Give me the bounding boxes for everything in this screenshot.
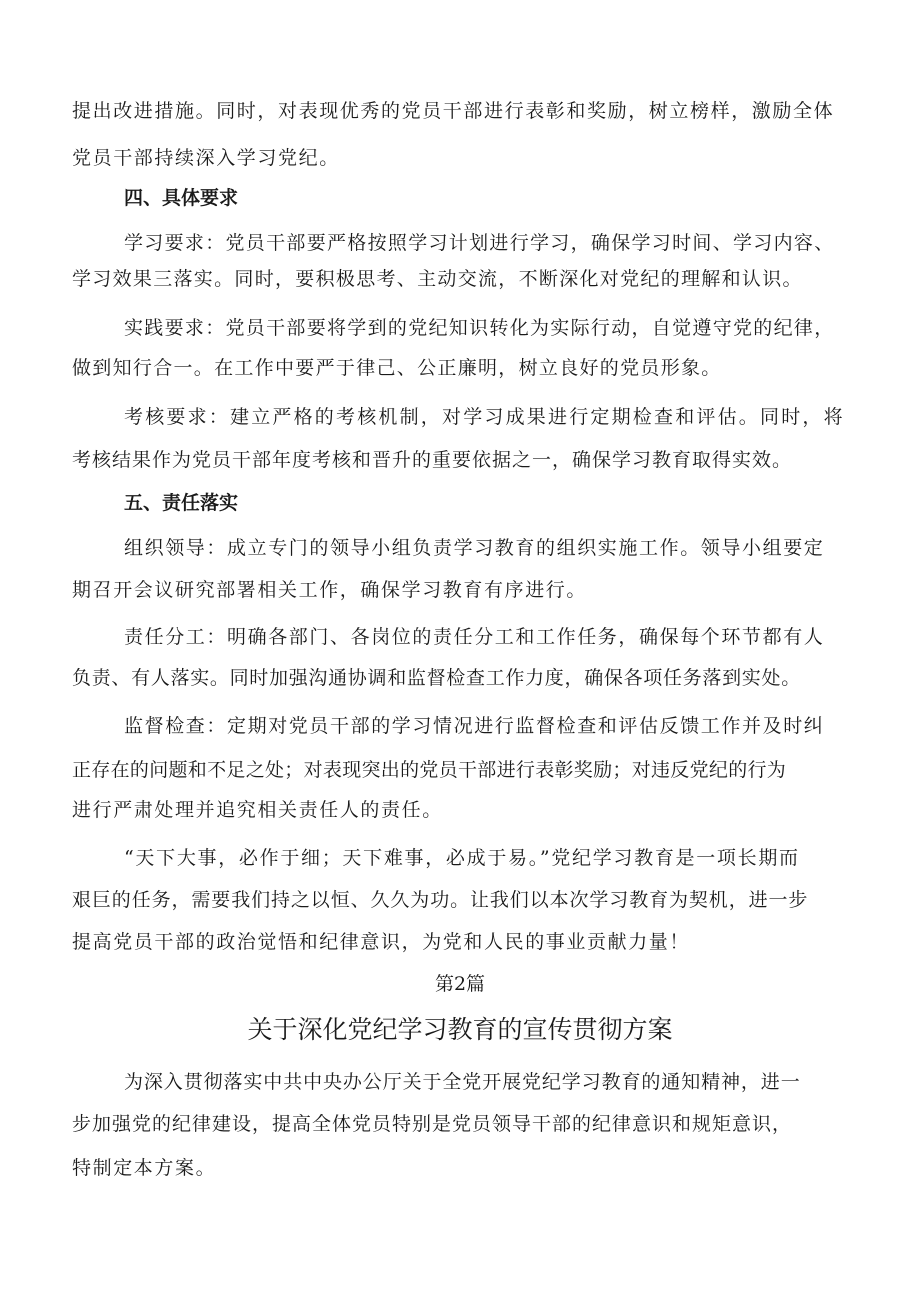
part-label: 第2篇 xyxy=(434,973,486,995)
paragraph-line: 学习效果三落实。同时，要积极思考、主动交流，不断深化对党纪的理解和认识。 xyxy=(72,268,803,290)
paragraph-line: 做到知行合一。在工作中要严于律己、公正廉明，树立良好的党员形象。 xyxy=(72,357,722,379)
paragraph-line: 正存在的问题和不足之处；对表现突出的党员干部进行表彰奖励；对违反党纪的行为 xyxy=(72,759,787,781)
paragraph-line: 党员干部持续深入学习党纪。 xyxy=(72,147,340,169)
paragraph-line: “天下大事，必作于细；天下难事，必成于易。”党纪学习教育是一项长期而 xyxy=(124,847,800,869)
section-heading-requirements: 四、具体要求 xyxy=(124,187,239,209)
paragraph-line: 实践要求：党员干部要将学到的党纪知识转化为实际行动，自觉遵守党的纪律， xyxy=(124,317,835,339)
paragraph-line: 进行严肃处理并追究相关责任人的责任。 xyxy=(72,799,443,821)
paragraph-line: 监督检查：定期对党员干部的学习情况进行监督检查和评估反馈工作并及时纠 xyxy=(124,715,825,737)
paragraph-line: 艰巨的任务，需要我们持之以恒、久久为功。让我们以本次学习教育为契机，进一步 xyxy=(72,889,809,911)
paragraph-line: 考核结果作为党员干部年度考核和晋升的重要依据之一，确保学习教育取得实效。 xyxy=(72,449,793,471)
paragraph-line: 组织领导：成立专门的领导小组负责学习教育的组织实施工作。领导小组要定 xyxy=(124,537,825,559)
paragraph-line: 步加强党的纪律建设，提高全体党员特别是党员领导干部的纪律意识和规矩意识， xyxy=(72,1113,793,1135)
paragraph-line: 考核要求：建立严格的考核机制，对学习成果进行定期检查和评估。同时，将 xyxy=(124,406,845,428)
paragraph-line: 特制定本方案。 xyxy=(72,1157,217,1179)
paragraph-line: 责任分工：明确各部门、各岗位的责任分工和工作任务，确保每个环节都有人 xyxy=(124,626,825,648)
paragraph-line: 期召开会议研究部署相关工作，确保学习教育有序进行。 xyxy=(72,579,588,601)
document-title: 关于深化党纪学习教育的宣传贯彻方案 xyxy=(247,1015,673,1044)
paragraph-line: 为深入贯彻落实中共中央办公厅关于全党开展党纪学习教育的通知精神，进一 xyxy=(124,1071,801,1093)
paragraph-line: 提高党员干部的政治觉悟和纪律意识，为党和人民的事业贡献力量！ xyxy=(72,931,691,953)
paragraph-line: 提出改进措施。同时，对表现优秀的党员干部进行表彰和奖励，树立榜样，激励全体 xyxy=(72,100,835,122)
paragraph-line: 负责、有人落实。同时加强沟通协调和监督检查工作力度，确保各项任务落到实处。 xyxy=(72,667,801,689)
paragraph-line: 学习要求：党员干部要严格按照学习计划进行学习，确保学习时间、学习内容、 xyxy=(124,232,835,254)
section-heading-responsibility: 五、责任落实 xyxy=(124,492,239,514)
